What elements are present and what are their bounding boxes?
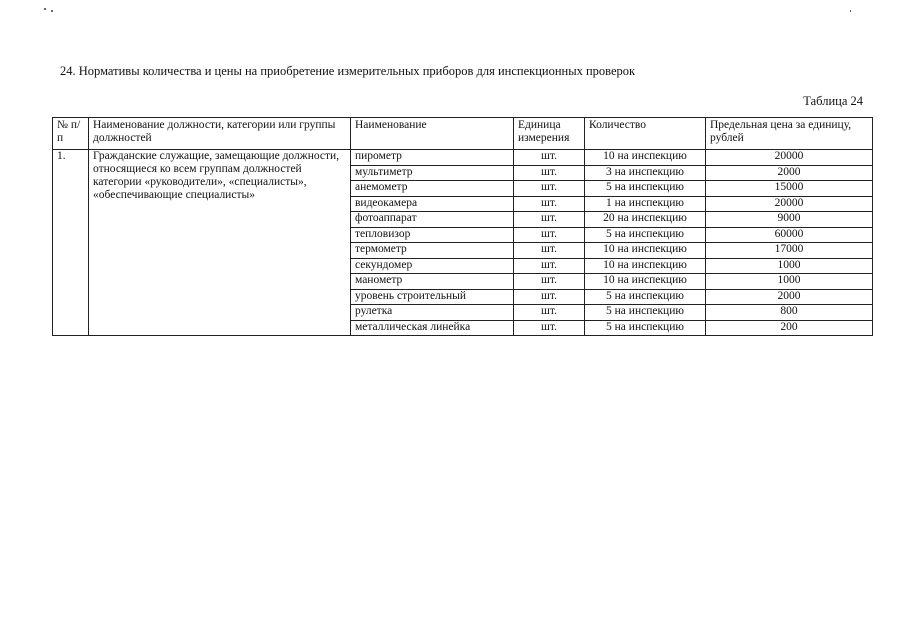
item-quantity: 5 на инспекцию (585, 320, 706, 336)
header-group: Наименование должности, категории или группы должностей (89, 118, 351, 150)
scan-speck (850, 10, 851, 12)
item-unit: шт. (514, 243, 585, 259)
item-price: 800 (706, 305, 873, 321)
position-group: Гражданские служащие, замещающие должности, относящиеся ко всем группам должностей категории «руководители», «специалисты», «обеспечивающие специалисты» (89, 150, 351, 336)
item-unit: шт. (514, 212, 585, 228)
item-price: 1000 (706, 274, 873, 290)
item-name: металлическая линейка (351, 320, 514, 336)
item-unit: шт. (514, 227, 585, 243)
item-price: 1000 (706, 258, 873, 274)
item-price: 17000 (706, 243, 873, 259)
item-price: 15000 (706, 181, 873, 197)
norms-table (52, 117, 873, 336)
header-name: Наименование (351, 118, 514, 150)
item-quantity: 10 на инспекцию (585, 243, 706, 259)
table-header-row (53, 118, 873, 150)
item-quantity: 5 на инспекцию (585, 305, 706, 321)
item-name: видеокамера (351, 196, 514, 212)
item-price: 2000 (706, 165, 873, 181)
item-name: секундомер (351, 258, 514, 274)
table-row (53, 150, 873, 166)
item-name: уровень строительный (351, 289, 514, 305)
scan-speck (51, 10, 53, 12)
item-name: тепловизор (351, 227, 514, 243)
item-price: 9000 (706, 212, 873, 228)
item-name: мультиметр (351, 165, 514, 181)
item-name: анемометр (351, 181, 514, 197)
row-number: 1. (53, 150, 89, 336)
item-price: 20000 (706, 196, 873, 212)
item-name: манометр (351, 274, 514, 290)
table-body (53, 150, 873, 336)
item-name: фотоаппарат (351, 212, 514, 228)
item-unit: шт. (514, 305, 585, 321)
item-unit: шт. (514, 196, 585, 212)
item-quantity: 1 на инспекцию (585, 196, 706, 212)
item-name: термометр (351, 243, 514, 259)
item-quantity: 3 на инспекцию (585, 165, 706, 181)
item-price: 2000 (706, 289, 873, 305)
scan-speck (44, 8, 46, 10)
item-unit: шт. (514, 320, 585, 336)
header-num: № п/п (53, 118, 89, 150)
item-quantity: 10 на инспекцию (585, 274, 706, 290)
header-price: Предельная цена за единицу, рублей (706, 118, 873, 150)
item-quantity: 5 на инспекцию (585, 227, 706, 243)
item-unit: шт. (514, 150, 585, 166)
item-quantity: 10 на инспекцию (585, 150, 706, 166)
header-qty: Количество (585, 118, 706, 150)
table-label: Таблица 24 (803, 94, 863, 108)
item-quantity: 20 на инспекцию (585, 212, 706, 228)
header-unit: Единица измерения (514, 118, 585, 150)
item-unit: шт. (514, 274, 585, 290)
item-price: 20000 (706, 150, 873, 166)
item-name: рулетка (351, 305, 514, 321)
item-price: 60000 (706, 227, 873, 243)
item-unit: шт. (514, 258, 585, 274)
item-quantity: 5 на инспекцию (585, 181, 706, 197)
item-name: пирометр (351, 150, 514, 166)
item-quantity: 5 на инспекцию (585, 289, 706, 305)
page-title: 24. Нормативы количества и цены на приобретение измерительных приборов для инспекционных проверок (60, 64, 636, 78)
item-price: 200 (706, 320, 873, 336)
item-quantity: 10 на инспекцию (585, 258, 706, 274)
item-unit: шт. (514, 289, 585, 305)
item-unit: шт. (514, 181, 585, 197)
item-unit: шт. (514, 165, 585, 181)
